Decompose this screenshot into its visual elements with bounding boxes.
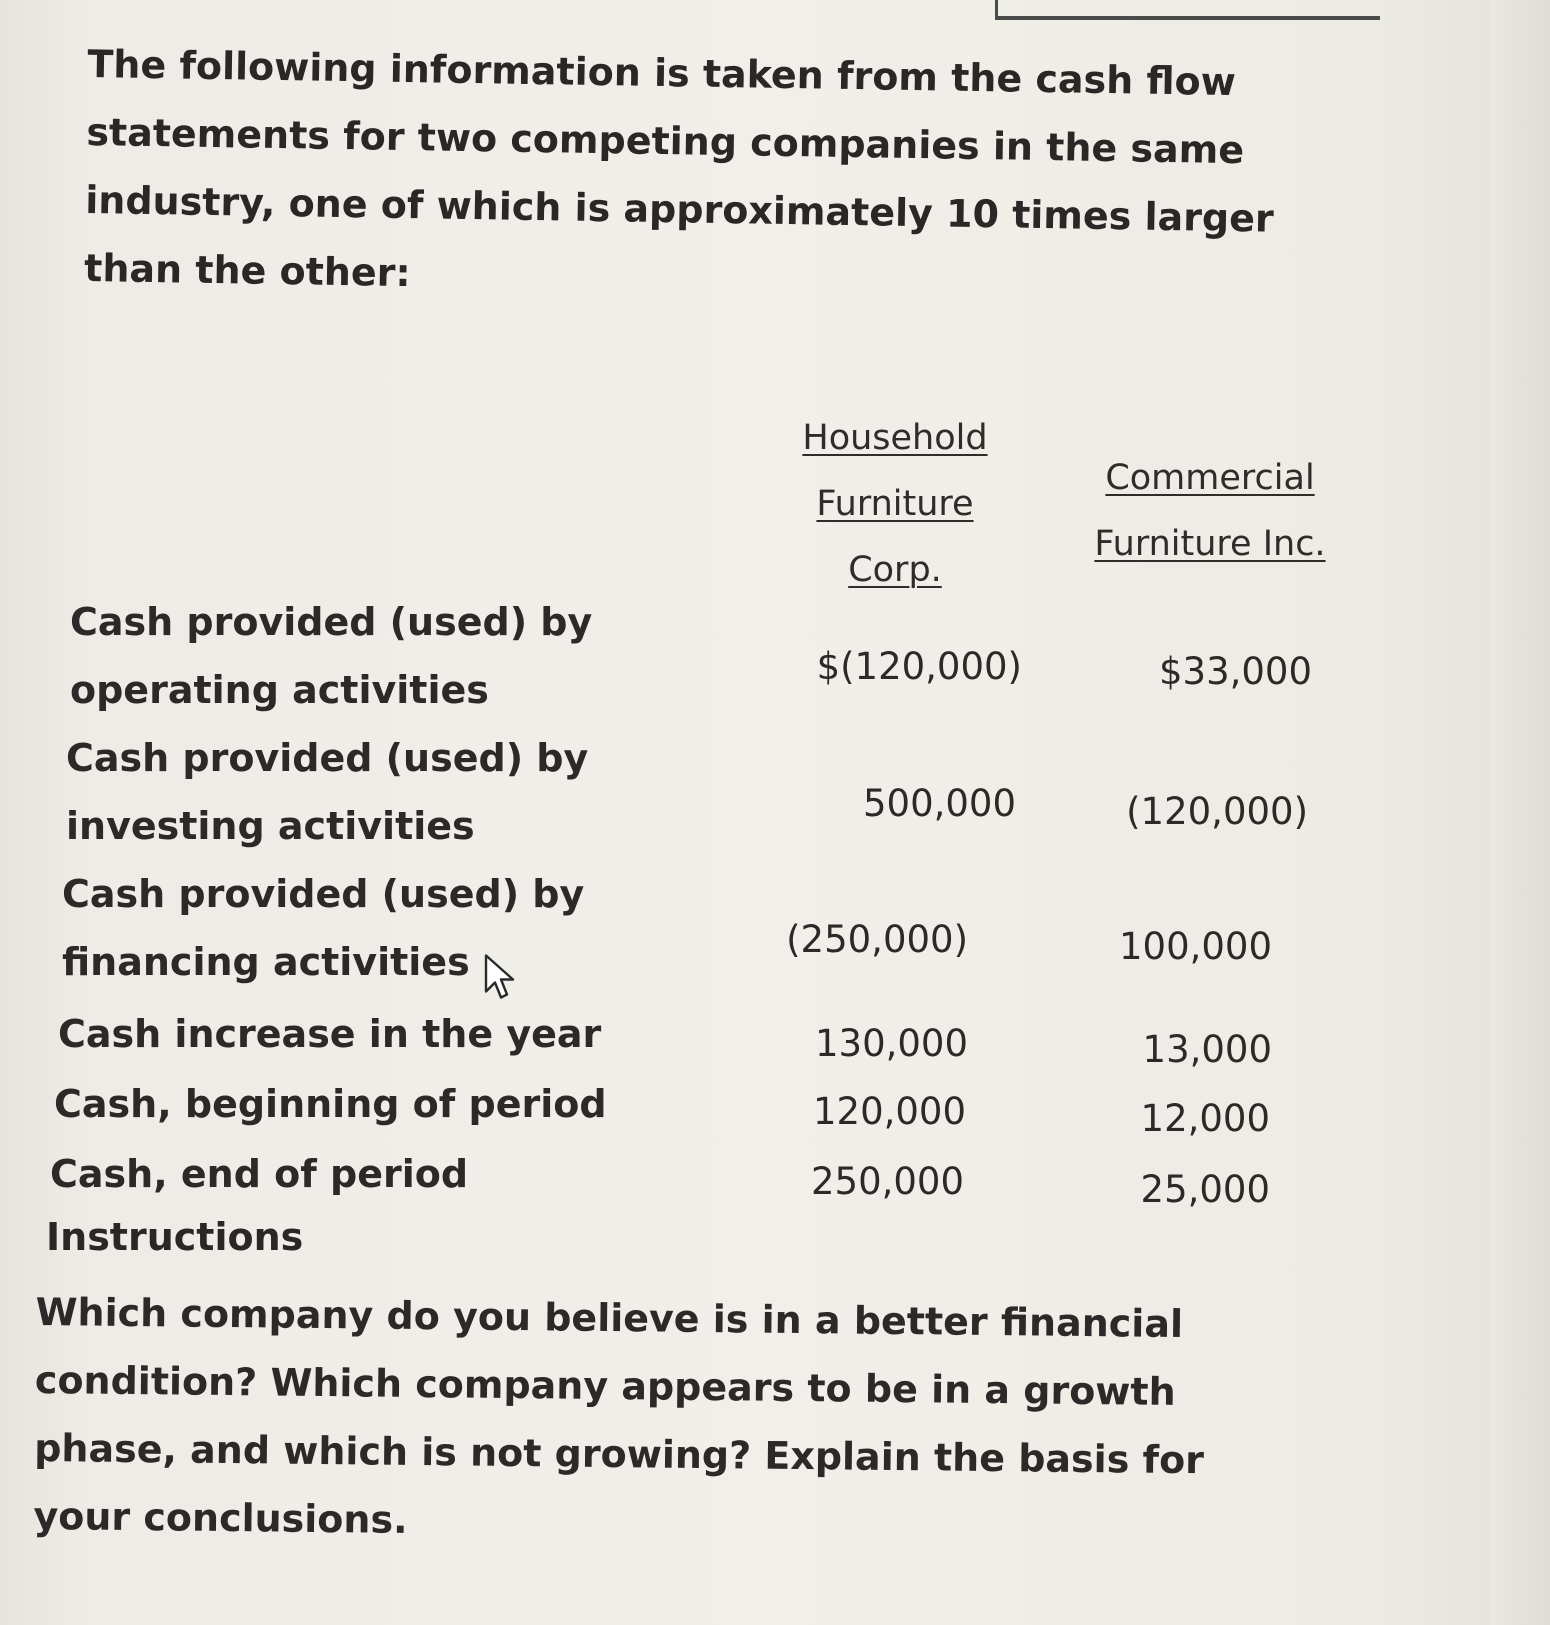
row-label-cash-end [50,1140,710,1208]
cell-household-cash-increase: 130,000 [814,1022,968,1065]
row-label-financing [62,860,722,996]
row-label-operating [70,588,730,724]
header-line: Household [802,418,988,458]
row-label-line: Cash provided (used) by [62,872,585,916]
cell-commercial-investing: (120,000) [1126,790,1308,833]
row-label-line: Cash increase in the year [58,1012,602,1056]
cell-commercial-operating: $33,000 [1158,650,1312,693]
row-label-cash-increase [58,1000,718,1068]
cell-commercial-financing: 100,000 [1118,925,1272,968]
instructions-heading: Instructions [46,1215,304,1259]
row-label-line: Cash, beginning of period [54,1082,607,1126]
mouse-pointer-icon [483,952,519,1004]
column-header-commercial [1060,445,1360,577]
row-label-line: Cash provided (used) by [70,600,593,644]
row-label-line: operating activities [70,668,489,712]
row-label-line: investing activities [66,804,475,848]
cell-commercial-cash-beginning: 12,000 [1140,1097,1270,1140]
column-header-household [765,405,1025,603]
cell-commercial-cash-end: 25,000 [1140,1168,1270,1211]
header-line: Corp. [848,550,942,590]
instructions-text: Which company do you believe is in a better financial condition? Which company appears to be in a growth phase, and which is not growing? Explain the basis for your conclusions. [33,1289,1205,1542]
header-line: Furniture Inc. [1094,524,1326,564]
intro-paragraph: The following information is taken from the cash flow statements for two competing companies in the same industry, one of which is approximately 10 times larger than the other: [83,41,1275,296]
cell-household-operating: $(120,000) [816,645,1022,688]
header-line: Furniture [816,484,974,524]
cell-household-cash-beginning: 120,000 [812,1090,966,1133]
header-line: Commercial [1105,458,1315,498]
row-label-line: financing activities [62,940,470,984]
row-label-investing [66,724,726,860]
cell-household-cash-end: 250,000 [810,1160,964,1203]
cell-household-investing: 500,000 [862,782,1016,825]
row-label-line: Cash provided (used) by [66,736,589,780]
cell-household-financing: (250,000) [786,918,968,961]
row-label-line: Cash, end of period [50,1152,469,1196]
cell-commercial-cash-increase: 13,000 [1142,1028,1272,1071]
page-edge [1490,0,1550,1625]
row-label-cash-beginning [54,1070,714,1138]
